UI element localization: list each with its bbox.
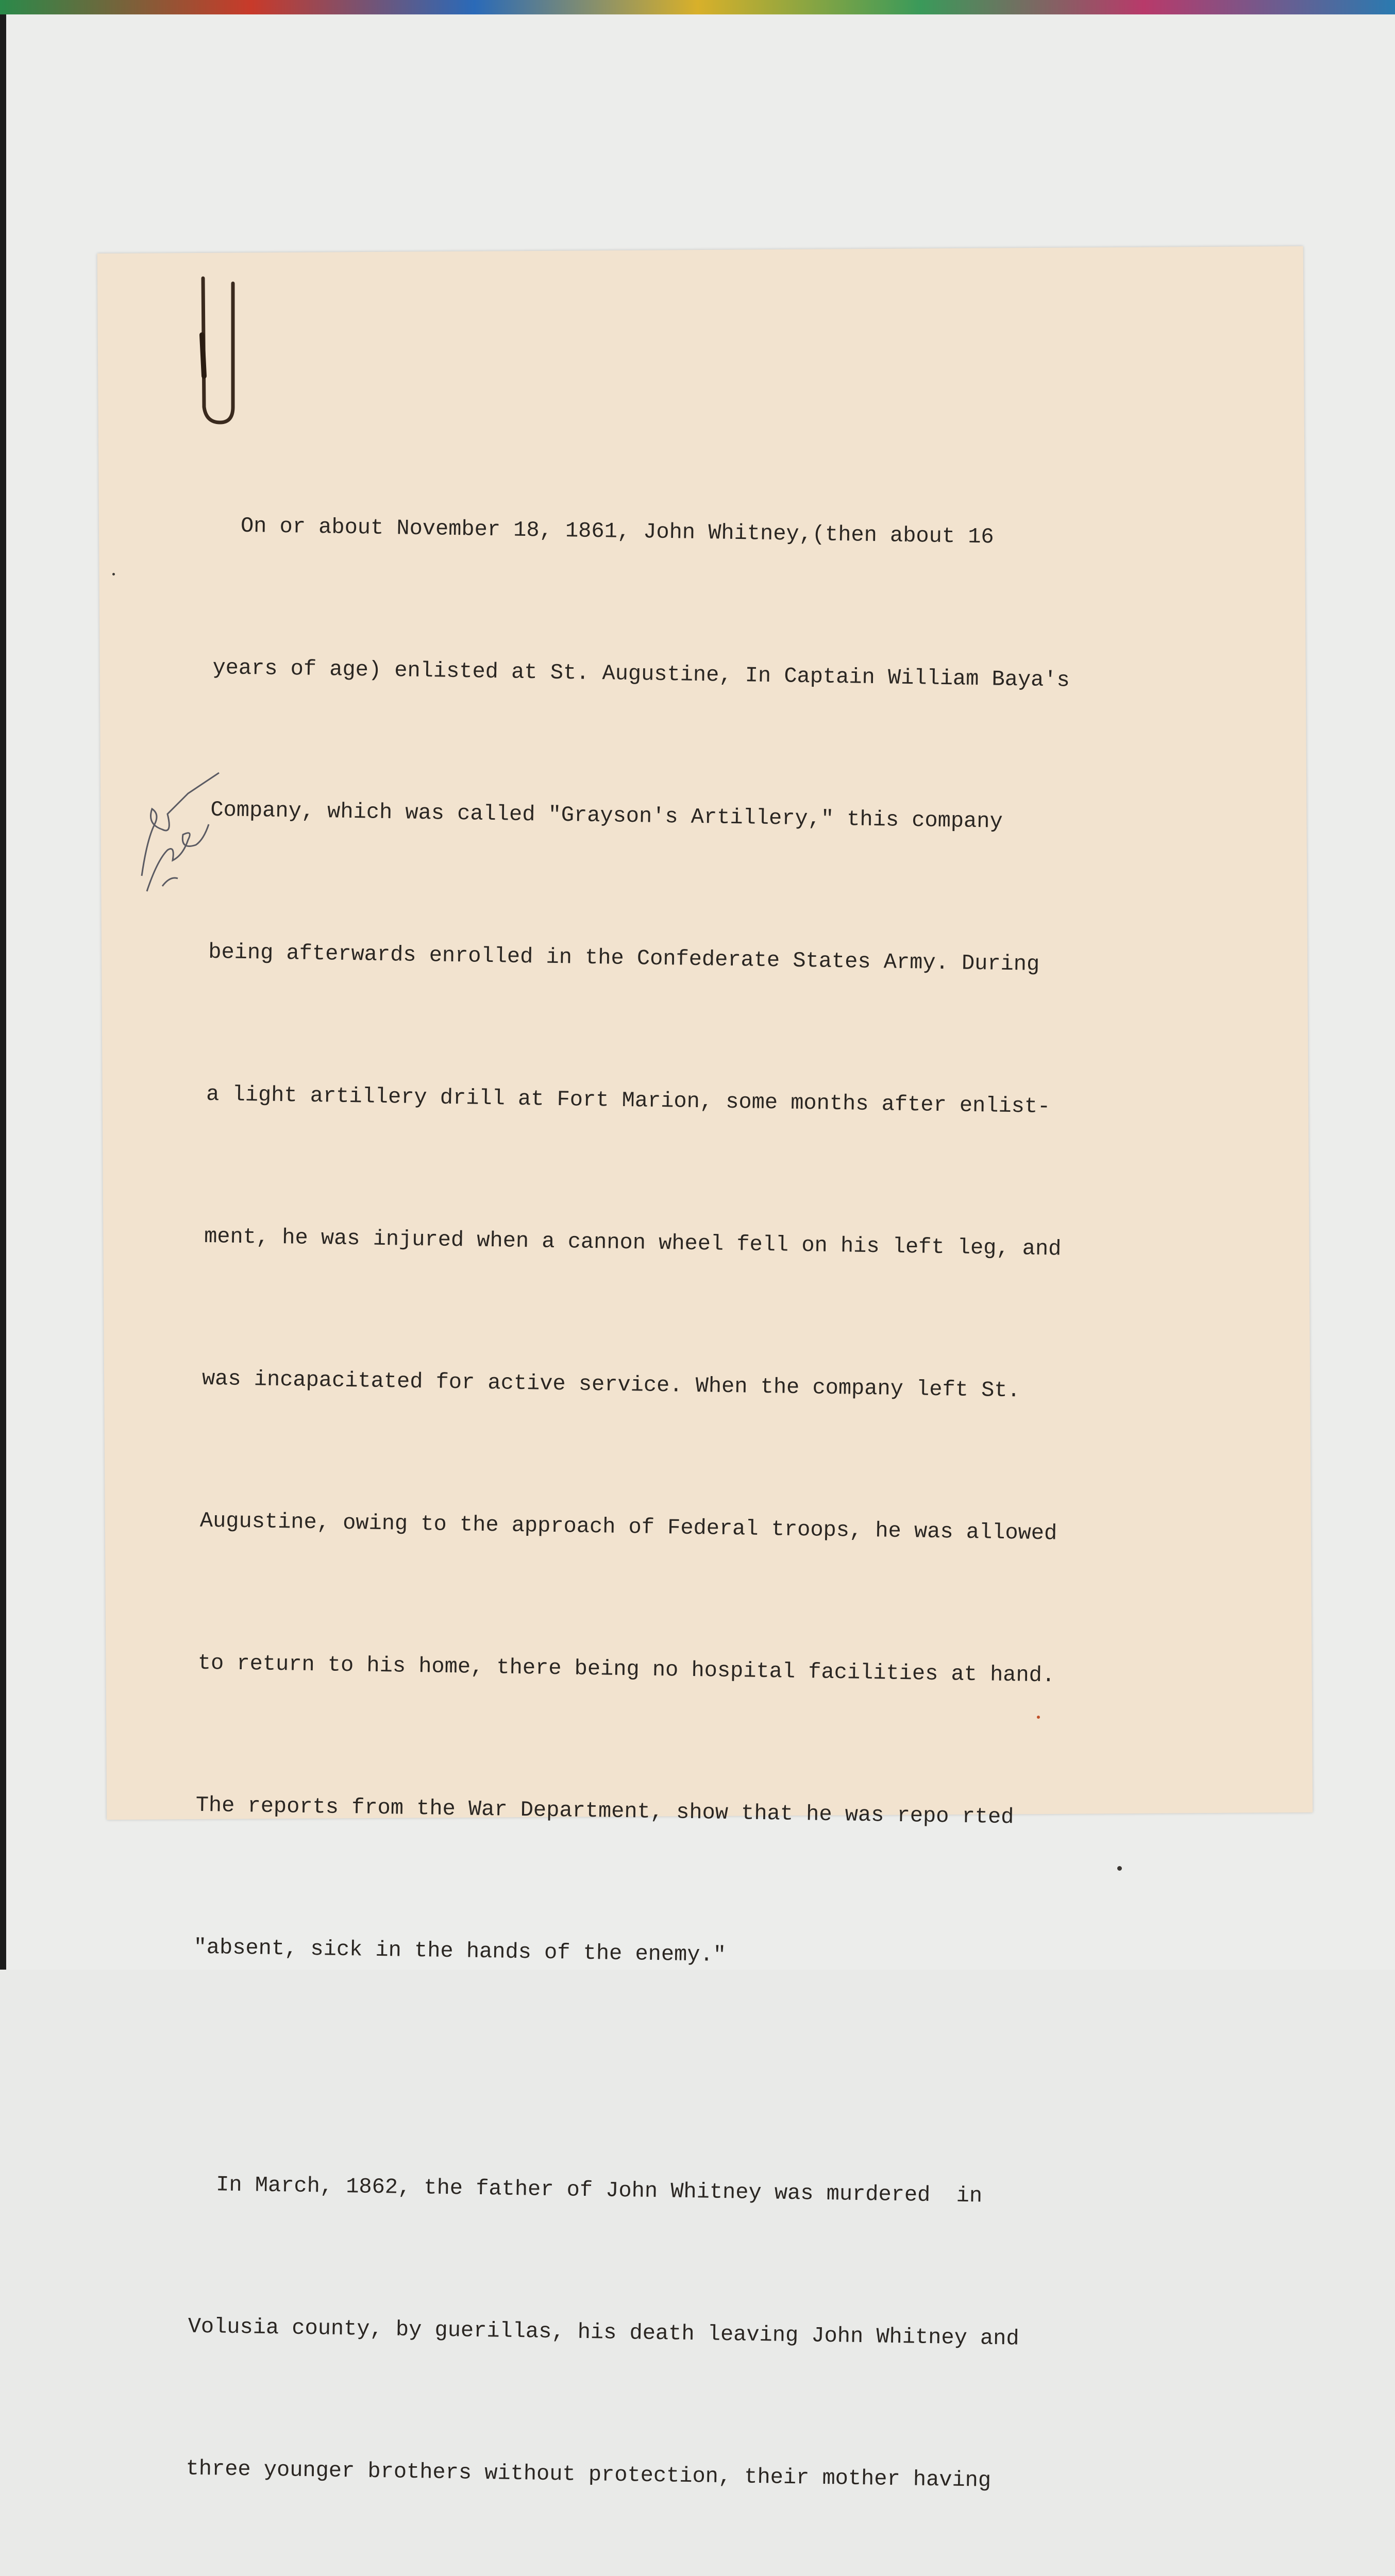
text-line: being afterwards enrolled in the Confederate States Army. During: [208, 939, 1040, 977]
scan-color-stripe: [0, 0, 1395, 14]
paragraph-2: [159, 2066, 1181, 2576]
scan-speck: [1037, 1716, 1040, 1719]
text-line: In March, 1862, the father of John Whitney was murdered in: [190, 2172, 983, 2209]
text-line: On or about November 18, 1861, John Whitney,(then about 16: [214, 513, 995, 550]
text-line: Volusia county, by guerillas, his death leaving John Whitney and: [188, 2314, 1019, 2351]
text-line: ment, he was injured when a cannon wheel fell on his left leg, and: [204, 1224, 1062, 1262]
scan-speck: [1117, 1866, 1122, 1871]
text-line: years of age) enlisted at St. Augustine, In Captain William Baya's: [212, 655, 1070, 693]
scan-speck: [112, 573, 115, 575]
text-line: The reports from the War Department, show that he was repo rted: [195, 1792, 1014, 1830]
paragraph-1: [192, 407, 1206, 2080]
scan-left-edge: [0, 14, 6, 1970]
text-line: "absent, sick in the hands of the enemy.": [193, 1935, 727, 1968]
text-line: three younger brothers without protection, their mother having: [186, 2456, 991, 2493]
text-line: was incapacitated for active service. When the company left St.: [201, 1366, 1021, 1403]
text-line: Augustine, owing to the approach of Federal troops, he was allowed: [199, 1508, 1057, 1546]
paperclip-mark: [197, 268, 243, 428]
document-body: [159, 407, 1206, 2576]
text-line: Company, which was called "Grayson's Artillery," this company: [210, 797, 1003, 834]
text-line: a light artillery drill at Fort Marion, some months after enlist-: [206, 1081, 1051, 1120]
text-line: to return to his home, there being no hospital facilities at hand.: [197, 1650, 1055, 1688]
